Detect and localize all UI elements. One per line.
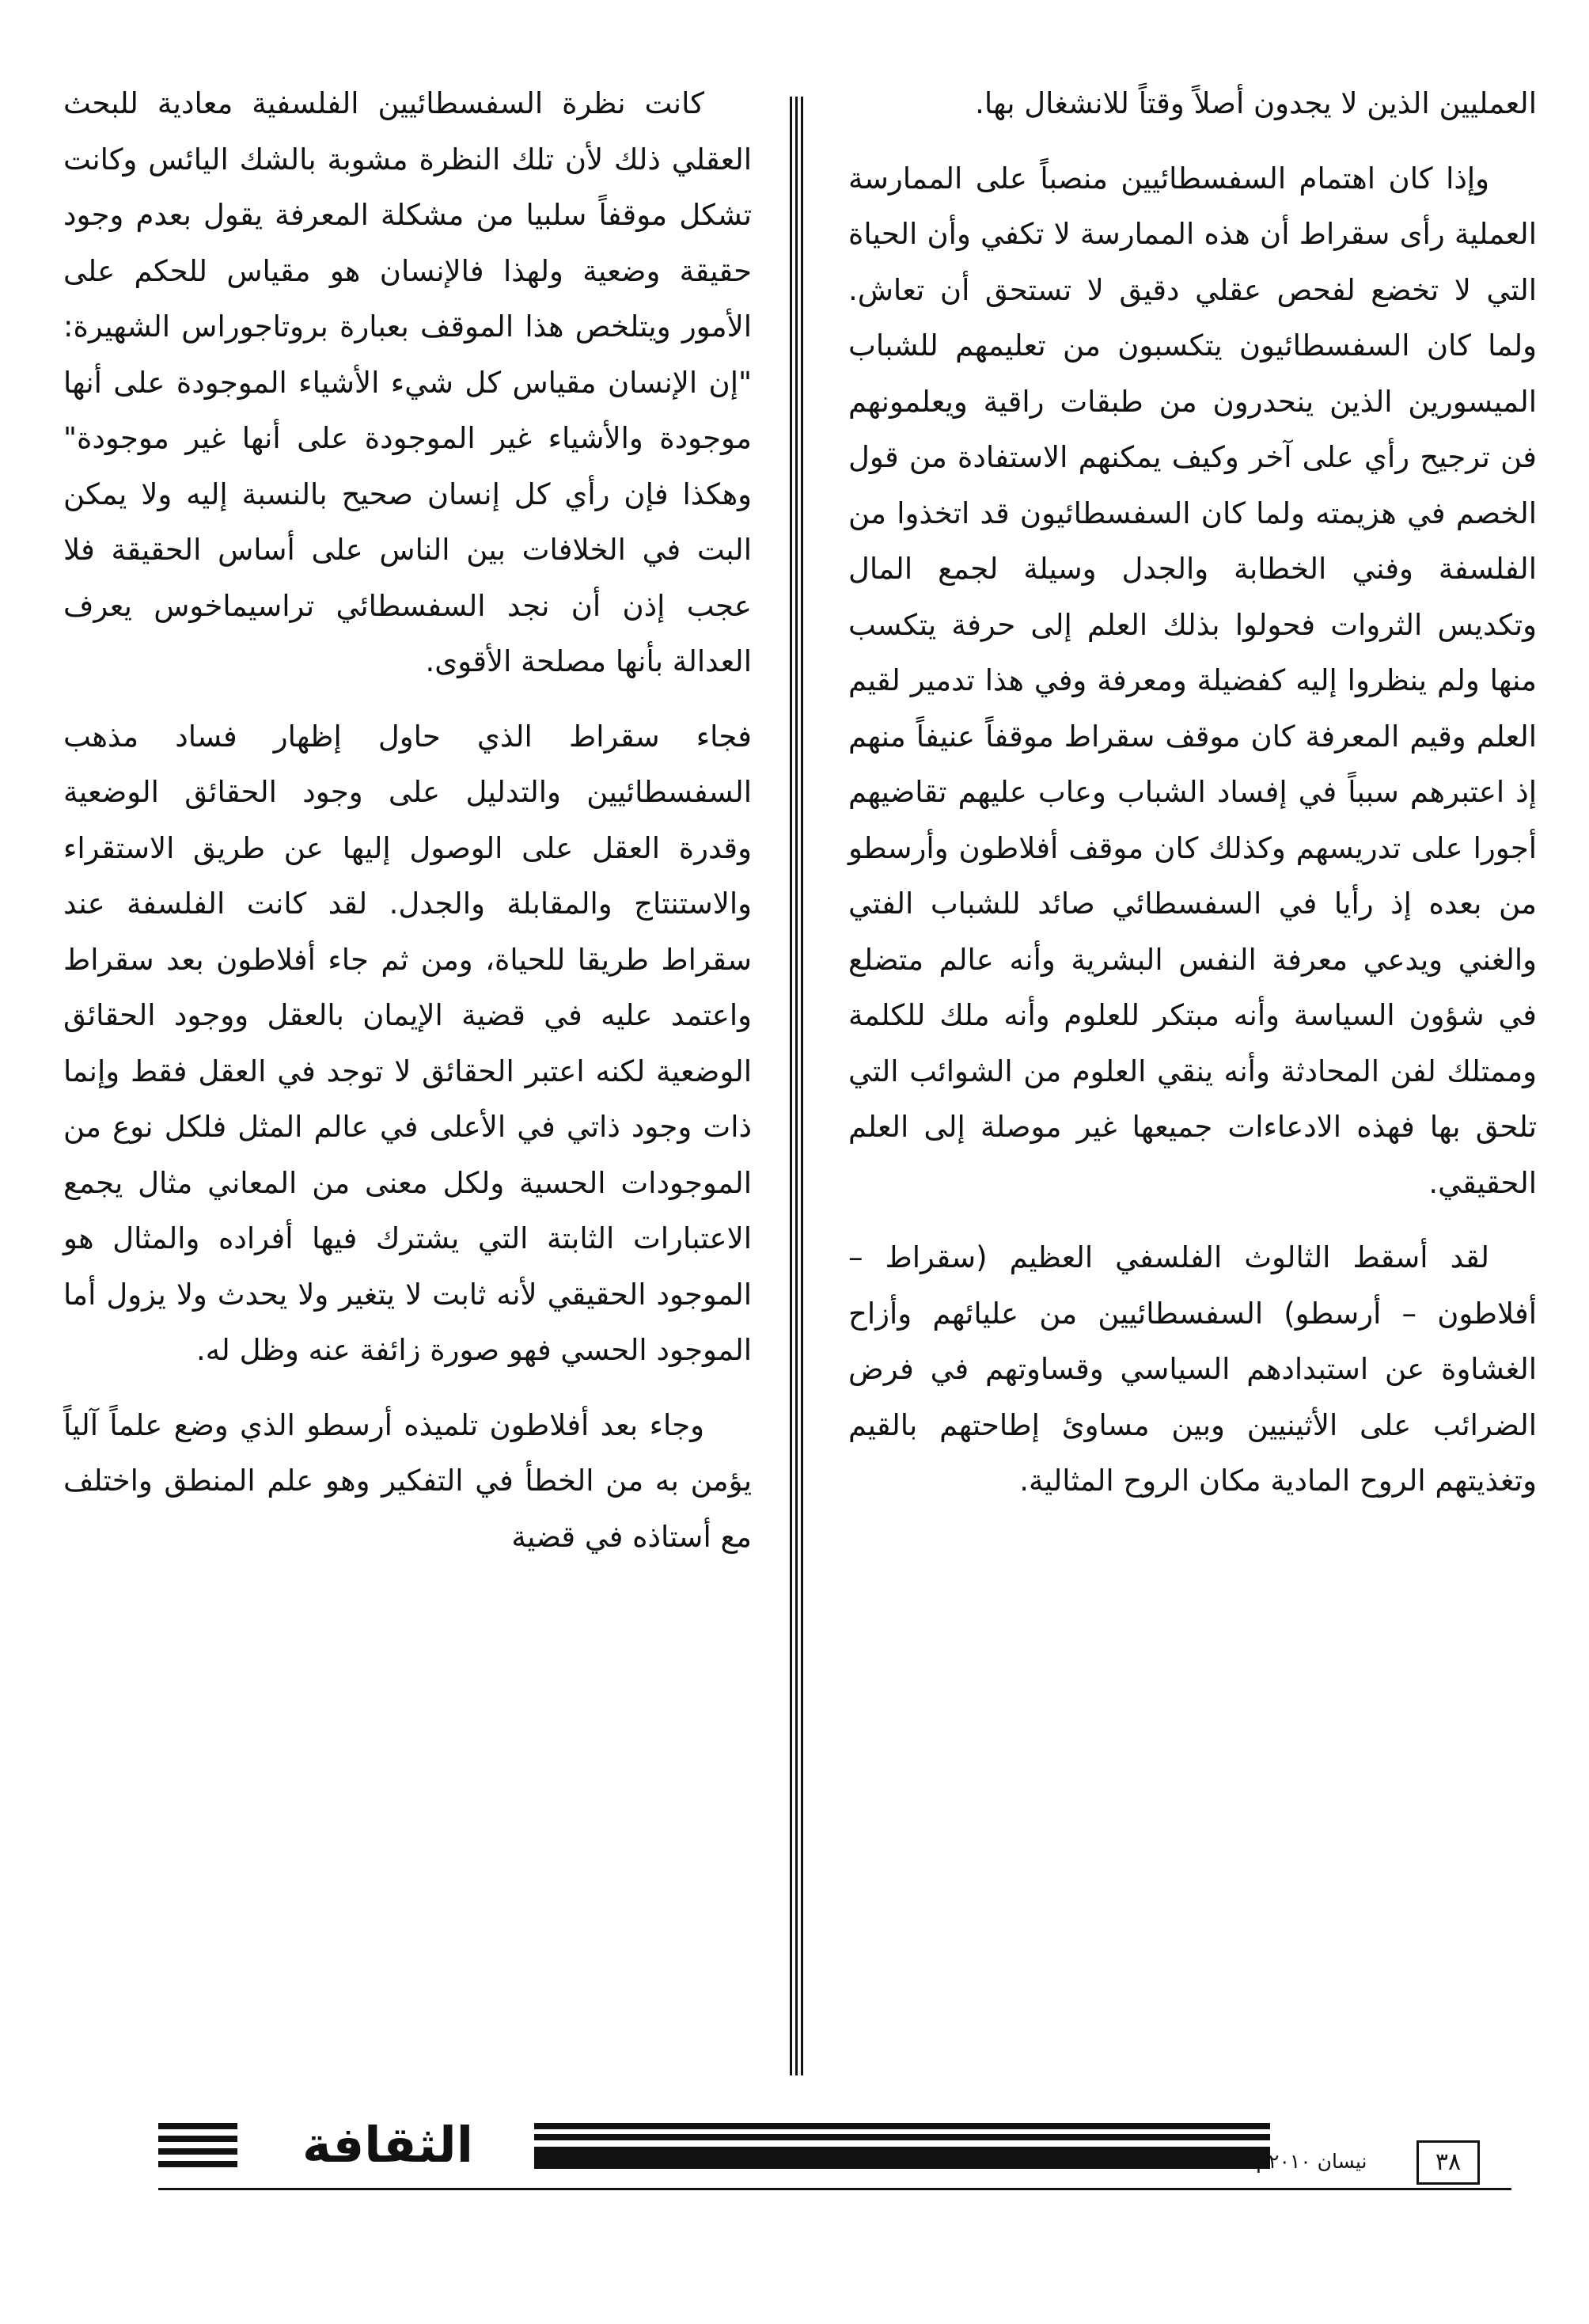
page-footer — [158, 2109, 1511, 2188]
article-column-left — [63, 76, 752, 1565]
magazine-logo: الثقافة — [302, 2116, 473, 2174]
paragraph: العمليين الذين لا يجدون أصلاً وقتاً للانشغال بها. — [975, 86, 1537, 120]
paragraph: وإذا كان اهتمام السفسطائيين منصباً على الممارسة العملية رأى سقراط أن هذه الممارسة لا تكفي وأن الحياة التي لا تخضع لفحص عقلي دقيق لا تستحق أن تعاش. ولما كان السفسطائيون يتكسبون من تعليمهم للشباب الميسورين الذين ينحدرون من طبقات راقية ويعلمونهم فن ترجيح رأي على آخر وكيف يمكنهم الاستفادة من قول الخصم في هزيمته ولما كان السفسطائيون قد اتخذوا من الفلسفة وفني الخطابة والجدل وسيلة لجمع المال وتكديس الثروات فحولوا بذلك العلم إلى حرفة يتكسب منها ولم ينظروا إليه كفضيلة ومعرفة وفي هذا تدمير لقيم العلم وقيم المعرفة كان موقف سقراط موقفاً عنيفاً منهم إذ اعتبرهم سبباً في إفساد الشباب وعاب عليهم تقاضيهم أجورا على تدريسهم وكذلك كان موقف أفلاطون وأرسطو من بعده إذ رأيا في السفسطائي صائد للشباب الفتي والغني ويدعي معرفة النفس البشرية وأنه عالم متضلع في شؤون السياسة وأنه مبتكر للعلوم وأنه ملك للكلمة وممتلك لفن المحادثة وأنه ينقي العلوم من الشوائب التي تلحق بها فهذه الادعاءات جميعها غير موصلة إلى العلم الحقيقي. — [848, 161, 1537, 1200]
divider-line — [795, 97, 798, 2075]
footer-decorative-bar — [534, 2123, 1270, 2169]
paragraph: لقد أسقط الثالوث الفلسفي العظيم (سقراط – أفلاطون – أرسطو) السفسطائيين من عليائهم وأزاح الغشاوة عن استبدادهم السياسي وقساوتهم في فرض الضرائب على الأثينيين وبين مساوئ إطاحتهم بالقيم وتغذيتهم الروح المادية مكان الروح المثالية. — [848, 1240, 1537, 1498]
divider-line — [790, 97, 792, 2075]
footer-decorative-bar — [158, 2123, 237, 2169]
footer-rule — [158, 2188, 1511, 2190]
article-column-right — [848, 76, 1537, 1509]
paragraph: وجاء بعد أفلاطون تلميذه أرسطو الذي وضع علماً آلياً يؤمن به من الخطأ في التفكير وهو علم المنطق واختلف مع أستاذه في قضية — [63, 1407, 752, 1554]
column-divider — [790, 97, 804, 2075]
issue-date: نيسان ٢٠١٠م — [1256, 2150, 1367, 2173]
paragraph: فجاء سقراط الذي حاول إظهار فساد مذهب السفسطائيين والتدليل على وجود الحقائق الوضعية وقدرة العقل على الوصول إليها عن طريق الاستقراء والاستنتاج والمقابلة والجدل. لقد كانت الفلسفة عند سقراط طريقا للحياة، ومن ثم جاء أفلاطون بعد سقراط واعتمد عليه في قضية الإيمان بالعقل ووجود الحقائق الوضعية لكنه اعتبر الحقائق لا توجد في العقل فقط وإنما ذات وجود ذاتي في الأعلى في عالم المثل فلكل نوع من الموجودات الحسية ولكل معنى من المعاني مثال يجمع الاعتبارات الثابتة التي يشترك فيها أفراده والمثال هو الموجود الحقيقي لأنه ثابت لا يتغير ولا يحدث ولا يزول أما الموجود الحسي فهو صورة زائفة عنه وظل له. — [63, 719, 752, 1367]
page-number: ٣٨ — [1416, 2140, 1480, 2185]
divider-line — [801, 97, 803, 2075]
paragraph: كانت نظرة السفسطائيين الفلسفية معادية للبحث العقلي ذلك لأن تلك النظرة مشوبة بالشك اليائس وكانت تشكل موقفاً سلبيا من مشكلة المعرفة يقول بعدم وجود حقيقة وضعية ولهذا فالإنسان هو مقياس للحكم على الأمور ويتلخص هذا الموقف بعبارة بروتاجوراس الشهيرة: "إن الإنسان مقياس كل شيء الأشياء الموجودة على أنها موجودة والأشياء غير الموجودة على أنها غير موجودة" وهكذا فإن رأي كل إنسان صحيح بالنسبة إليه ولا يمكن البت في الخلافات بين الناس على أساس الحقيقة فلا عجب إذن أن نجد السفسطائي تراسيماخوس يعرف العدالة بأنها مصلحة الأقوى. — [63, 86, 752, 678]
